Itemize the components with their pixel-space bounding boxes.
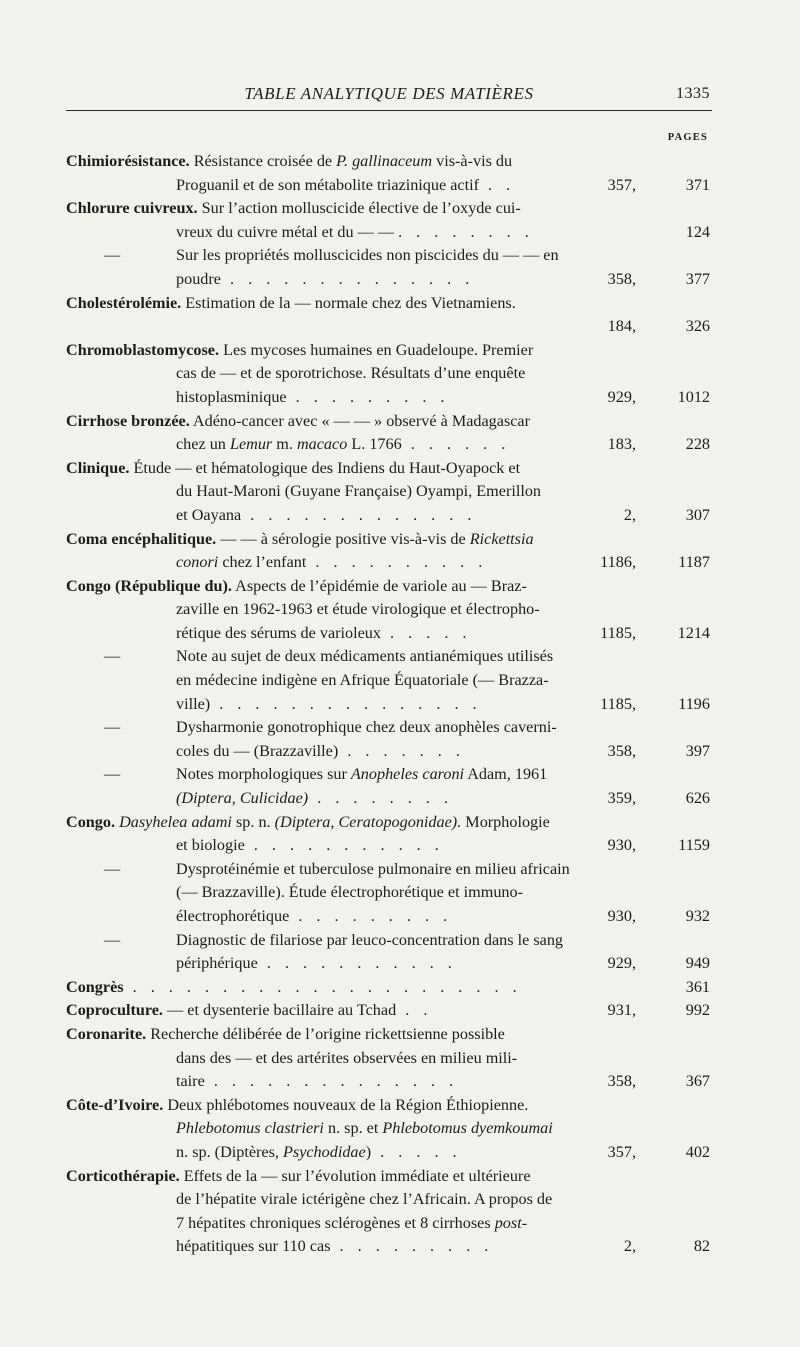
dot-leader: . . . . . . . bbox=[338, 741, 465, 760]
index-subentry-line bbox=[66, 929, 710, 953]
bulletin-number: 1185, bbox=[600, 623, 636, 642]
page-reference: 367 bbox=[685, 1072, 710, 1091]
entry-text-segment: Deux phlébotomes nouveaux de la Région Éthiopienne. bbox=[163, 1095, 529, 1114]
page-references bbox=[608, 315, 710, 339]
entry-text bbox=[66, 152, 512, 170]
page-references bbox=[600, 693, 710, 717]
dot-leader: . . . . . bbox=[371, 1142, 462, 1161]
entry-text-segment: Sur les propriétés molluscicides non piscicides du — — en bbox=[176, 246, 559, 265]
bulletin-number: 358, bbox=[607, 269, 636, 288]
index-entry-heading-line bbox=[66, 457, 710, 481]
index-subentry-line bbox=[66, 645, 710, 669]
page-reference: 371 bbox=[685, 175, 710, 194]
bulletin-number: 357, bbox=[607, 1142, 636, 1161]
entry-text bbox=[176, 1049, 517, 1067]
index-continuation-line bbox=[66, 504, 710, 528]
index-continuation-line bbox=[66, 1235, 710, 1259]
entry-text-segment: (— Brazzaville). Étude électrophorétique et immuno- bbox=[176, 883, 523, 902]
page-references bbox=[600, 551, 710, 575]
bulletin-number: 184, bbox=[607, 317, 636, 336]
entry-keyword: Coma encéphalitique. bbox=[66, 529, 217, 548]
index-entry-heading-line bbox=[66, 410, 710, 434]
entry-keyword: Congo. bbox=[66, 812, 116, 831]
entry-text-segment: Note au sujet de deux médicaments antianémiques utilisés bbox=[176, 647, 554, 666]
page-reference: 932 bbox=[685, 907, 710, 925]
dot-leader: . . . . . . . . . . . . . . . . . . . . . . bbox=[123, 977, 522, 996]
dot-leader: . . . . . . . . bbox=[308, 789, 453, 808]
entry-italic-text: Phlebotomus clastrieri bbox=[176, 1119, 324, 1138]
entry-text-segment: Aspects de l’épidémie de variole au — Braz- bbox=[231, 576, 527, 595]
page-reference: 992 bbox=[685, 1001, 710, 1020]
entry-text-segment: Dysprotéinémie et tuberculose pulmonaire en milieu africain bbox=[176, 859, 570, 878]
entry-text bbox=[176, 553, 487, 571]
entry-text bbox=[176, 883, 523, 901]
index-entries bbox=[66, 150, 710, 1259]
index-entry-heading-line bbox=[66, 1165, 710, 1189]
page-reference: 361 bbox=[685, 977, 710, 996]
index-entry-heading-line bbox=[66, 999, 710, 1023]
dot-leader: . . . . . . . . . . . bbox=[257, 954, 457, 973]
entry-text bbox=[66, 294, 516, 312]
entry-italic-text: Rickettsia bbox=[469, 529, 534, 548]
page-references bbox=[636, 221, 710, 245]
entry-italic-text: conori bbox=[176, 553, 219, 572]
entry-text-segment: de l’hépatite virale ictérigène chez l’Africain. A propos de bbox=[176, 1190, 553, 1209]
index-entry-heading-line bbox=[66, 197, 710, 221]
entry-keyword: Côte-d’Ivoire. bbox=[66, 1095, 164, 1114]
entry-text-segment: vis-à-vis du bbox=[432, 152, 513, 170]
entry-text-segment: ville) bbox=[176, 694, 211, 713]
entry-text-segment: en médecine indigène en Afrique Équatoriale (— Brazza- bbox=[176, 671, 549, 690]
dot-leader: . . . . . . . . bbox=[398, 222, 534, 241]
entry-text-segment: ) bbox=[365, 1142, 372, 1161]
entry-italic-text: P. gallinaceum bbox=[336, 152, 433, 170]
entry-text bbox=[176, 907, 452, 925]
index-continuation-line bbox=[66, 268, 710, 292]
entry-text-segment: m. bbox=[272, 435, 297, 454]
pages-column-label: PAGES bbox=[667, 132, 708, 143]
index-continuation-line bbox=[66, 1070, 710, 1094]
page-reference: 307 bbox=[685, 505, 710, 524]
page-references bbox=[608, 905, 710, 929]
bulletin-number: 930, bbox=[607, 907, 636, 925]
index-subentry-line bbox=[66, 244, 710, 268]
index-entry-heading-line bbox=[66, 292, 710, 316]
bulletin-number: 1186, bbox=[600, 553, 636, 572]
entry-italic-text: (Diptera, Ceratopogonidae). bbox=[274, 812, 462, 831]
entry-text bbox=[176, 624, 471, 642]
index-continuation-line bbox=[66, 834, 710, 858]
bulletin-number: 929, bbox=[607, 387, 636, 406]
dot-leader: . . . . . . . . . . . . . bbox=[241, 505, 477, 524]
entry-text-segment: du Haut-Maroni (Guyane Française) Oyampi, Emerillon bbox=[176, 482, 542, 501]
page-reference: 326 bbox=[685, 317, 710, 336]
index-continuation-line bbox=[66, 551, 710, 575]
page-references bbox=[608, 1141, 710, 1165]
entry-text bbox=[176, 270, 474, 288]
entry-text-segment: — et dysenterie bacillaire au Tchad bbox=[162, 1001, 397, 1020]
entry-text bbox=[176, 718, 557, 736]
subentry-dash: — bbox=[104, 718, 121, 737]
entry-text bbox=[176, 482, 541, 500]
entry-text bbox=[66, 813, 550, 831]
entry-text bbox=[176, 1143, 462, 1161]
page-reference: 402 bbox=[685, 1142, 710, 1161]
entry-text bbox=[176, 388, 449, 406]
index-continuation-line bbox=[66, 669, 710, 693]
index-continuation-line bbox=[66, 881, 710, 905]
page-references bbox=[608, 740, 710, 764]
entry-italic-text: (Diptera, Culicidae) bbox=[176, 789, 309, 808]
entry-text-segment: Dysharmonie gonotrophique chez deux anophèles caverni- bbox=[176, 718, 557, 737]
entry-text-segment: et Oayana bbox=[176, 505, 242, 524]
bulletin-number: 930, bbox=[607, 836, 636, 855]
entry-text bbox=[66, 530, 534, 548]
entry-keyword: Chromoblastomycose. bbox=[66, 340, 220, 359]
entry-text-segment: n. sp. et bbox=[323, 1119, 383, 1138]
entry-text-segment: 7 hépatites chroniques sclérogènes et 8 cirrhoses bbox=[176, 1213, 495, 1232]
entry-text bbox=[66, 459, 520, 477]
entry-text bbox=[66, 1167, 531, 1185]
index-continuation-line bbox=[66, 1047, 710, 1071]
index-continuation-line bbox=[66, 1212, 710, 1236]
index-continuation-line bbox=[66, 174, 710, 198]
entry-text bbox=[176, 1119, 553, 1137]
index-subentry-line bbox=[66, 763, 710, 787]
page-references bbox=[608, 433, 710, 457]
entry-text bbox=[176, 671, 549, 689]
entry-keyword: Corticothérapie. bbox=[66, 1166, 180, 1185]
subentry-dash: — bbox=[104, 859, 121, 878]
page-references bbox=[608, 386, 710, 410]
entry-text-segment: Recherche délibérée de l’origine rickettsienne possible bbox=[146, 1024, 505, 1043]
entry-text-segment: Morphologie bbox=[461, 812, 550, 831]
bulletin-number: 2, bbox=[623, 1237, 636, 1256]
entry-text bbox=[176, 860, 570, 878]
entry-text-segment: Adéno-cancer avec « — — » observé à Madagascar bbox=[189, 411, 531, 430]
entry-keyword: Coronarite. bbox=[66, 1024, 147, 1043]
entry-text-segment: hépatitiques sur 110 cas bbox=[176, 1237, 331, 1256]
entry-text-segment: cas de — et de sporotrichose. Résultats d’une enquête bbox=[176, 364, 526, 383]
header-title: TABLE ANALYTIQUE DES MATIÈRES bbox=[244, 84, 534, 103]
page-number: 1335 bbox=[676, 85, 710, 102]
page-references bbox=[608, 268, 710, 292]
dot-leader: . . . . . . . . . . . . . . bbox=[220, 269, 475, 288]
page-reference: 124 bbox=[685, 222, 710, 241]
index-continuation-line bbox=[66, 693, 710, 717]
bulletin-number: 931, bbox=[607, 1001, 636, 1020]
entry-italic-text: Anopheles caroni bbox=[350, 765, 465, 784]
entry-text-segment: Étude — et hématologique des Indiens du Haut-Oyapock et bbox=[129, 458, 521, 477]
entry-text bbox=[176, 789, 453, 807]
entry-text-segment: sp. n. bbox=[231, 812, 275, 831]
entry-text bbox=[176, 647, 553, 665]
page-reference: 1214 bbox=[677, 623, 710, 642]
index-entry-heading-line bbox=[66, 1023, 710, 1047]
index-entry-heading-line bbox=[66, 575, 710, 599]
page-references bbox=[608, 174, 710, 198]
entry-text bbox=[66, 577, 527, 595]
entry-text-segment: et biologie bbox=[176, 836, 245, 855]
entry-italic-text: macaco bbox=[296, 435, 348, 454]
entry-text-segment: vreux du cuivre métal et du — — bbox=[176, 222, 399, 241]
index-continuation-line bbox=[66, 315, 710, 339]
entry-text-segment: zaville en 1962-1963 et étude virologique et électropho- bbox=[176, 600, 540, 619]
dot-leader: . . bbox=[396, 1001, 433, 1020]
entry-text-segment: n. sp. (Diptères, bbox=[176, 1142, 283, 1161]
entry-text-segment: poudre bbox=[176, 269, 221, 288]
entry-text bbox=[66, 1001, 432, 1019]
page-reference: 377 bbox=[685, 269, 710, 288]
entry-keyword: Chimiorésistance. bbox=[66, 152, 190, 170]
page-references bbox=[624, 504, 710, 528]
entry-text bbox=[176, 435, 510, 453]
page-reference: 626 bbox=[685, 789, 710, 808]
page-references bbox=[624, 1235, 710, 1259]
bulletin-number: 2, bbox=[623, 505, 636, 524]
subentry-dash: — bbox=[104, 930, 121, 949]
entry-text bbox=[176, 954, 457, 972]
index-continuation-line bbox=[66, 386, 710, 410]
dot-leader: . . . . . . . . . . . . . . bbox=[204, 1072, 459, 1091]
page-references bbox=[608, 952, 710, 976]
page-reference: 949 bbox=[685, 954, 710, 973]
entry-text-segment: électrophorétique bbox=[176, 907, 290, 925]
index-entry-heading-line bbox=[66, 811, 710, 835]
bulletin-number: 929, bbox=[607, 954, 636, 973]
entry-text-segment: Adam, 1961 bbox=[464, 765, 548, 784]
page-reference: 82 bbox=[693, 1237, 710, 1256]
bulletin-number: 357, bbox=[607, 175, 636, 194]
page-references bbox=[608, 834, 710, 858]
index-continuation-line bbox=[66, 905, 710, 929]
entry-keyword: Cholestérolémie. bbox=[66, 293, 182, 312]
index-subentry-line bbox=[66, 858, 710, 882]
entry-italic-text: Phlebotomus dyemkoumai bbox=[382, 1119, 553, 1138]
dot-leader: . . bbox=[478, 175, 516, 194]
entry-keyword: Chlorure cuivreux. bbox=[66, 199, 198, 218]
bulletin-number: 359, bbox=[607, 789, 636, 808]
subentry-dash: — bbox=[104, 647, 121, 666]
index-continuation-line bbox=[66, 480, 710, 504]
entry-text bbox=[66, 978, 522, 996]
running-header bbox=[66, 82, 712, 111]
index-continuation-line bbox=[66, 952, 710, 976]
entry-text bbox=[176, 176, 515, 194]
bulletin-number: 358, bbox=[607, 1072, 636, 1091]
page-references bbox=[608, 999, 710, 1023]
bulletin-number: 183, bbox=[607, 435, 636, 454]
entry-text bbox=[176, 1072, 458, 1090]
bulletin-number: 1185, bbox=[600, 694, 636, 713]
entry-text-segment: chez un bbox=[176, 435, 230, 454]
entry-text bbox=[176, 223, 534, 241]
page-references bbox=[608, 787, 710, 811]
index-continuation-line bbox=[66, 433, 710, 457]
bulletin-number: 358, bbox=[607, 741, 636, 760]
page-reference: 397 bbox=[685, 741, 710, 760]
page-reference: 228 bbox=[685, 435, 710, 454]
entry-text-segment: — — à sérologie positive vis-à-vis de bbox=[216, 529, 470, 548]
dot-leader: . . . . . bbox=[380, 623, 472, 642]
index-continuation-line bbox=[66, 221, 710, 245]
entry-keyword: Congo (République du). bbox=[66, 576, 232, 595]
entry-text bbox=[176, 931, 563, 949]
entry-text bbox=[176, 765, 547, 783]
entry-text bbox=[66, 1025, 505, 1043]
entry-text-segment: L. 1766 bbox=[347, 435, 402, 454]
subentry-dash: — bbox=[104, 765, 121, 784]
entry-text bbox=[176, 1190, 552, 1208]
entry-italic-text: Lemur bbox=[229, 435, 273, 454]
entry-text-segment: dans des — et des artérites observées en milieu mili- bbox=[176, 1048, 518, 1067]
entry-text bbox=[176, 364, 525, 382]
entry-text-segment: Résistance croisée de bbox=[189, 152, 337, 170]
entry-italic-text: post- bbox=[494, 1213, 528, 1232]
entry-text-segment: chez l’enfant bbox=[218, 553, 307, 572]
entry-text bbox=[176, 600, 540, 618]
entry-text bbox=[176, 836, 444, 854]
page-references bbox=[600, 622, 710, 646]
index-entry-heading-line bbox=[66, 528, 710, 552]
index-continuation-line bbox=[66, 1188, 710, 1212]
page-references bbox=[608, 1070, 710, 1094]
entry-keyword: Coproculture. bbox=[66, 1001, 163, 1020]
entry-keyword: Clinique. bbox=[66, 458, 130, 477]
index-continuation-line bbox=[66, 1141, 710, 1165]
entry-text bbox=[176, 742, 465, 760]
entry-text-segment: Proguanil et de son métabolite triazinique actif bbox=[176, 175, 479, 194]
index-continuation-line bbox=[66, 622, 710, 646]
dot-leader: . . . . . . bbox=[401, 435, 511, 454]
entry-text bbox=[176, 1237, 493, 1255]
entry-text bbox=[176, 246, 559, 264]
dot-leader: . . . . . . . . . . bbox=[306, 553, 488, 572]
dot-leader: . . . . . . . . . bbox=[286, 387, 450, 406]
entry-text bbox=[66, 341, 533, 359]
index-entry-heading-line bbox=[66, 339, 710, 363]
entry-text-segment: rétique des sérums de varioleux bbox=[176, 623, 381, 642]
index-subentry-line bbox=[66, 716, 710, 740]
dot-leader: . . . . . . . . . bbox=[289, 907, 453, 925]
index-continuation-line bbox=[66, 362, 710, 386]
page-reference: 1187 bbox=[678, 553, 710, 572]
index-continuation-line bbox=[66, 787, 710, 811]
dot-leader: . . . . . . . . . . . . . . . bbox=[210, 694, 482, 713]
entry-text-segment: taire bbox=[176, 1072, 205, 1091]
entry-text bbox=[66, 199, 521, 217]
entry-text-segment: Les mycoses humaines en Guadeloupe. Premier bbox=[219, 340, 534, 359]
entry-text bbox=[66, 412, 530, 430]
entry-keyword: Cirrhose bronzée. bbox=[66, 411, 190, 430]
entry-text-segment: Estimation de la — normale chez des Vietnamiens. bbox=[181, 293, 516, 312]
index-continuation-line bbox=[66, 740, 710, 764]
entry-text bbox=[66, 1096, 528, 1114]
subentry-dash: — bbox=[104, 246, 121, 265]
entry-text-segment: Diagnostic de filariose par leuco-concentration dans le sang bbox=[176, 930, 564, 949]
index-continuation-line bbox=[66, 598, 710, 622]
entry-text bbox=[176, 695, 482, 713]
dot-leader: . . . . . . . . . bbox=[330, 1237, 494, 1256]
page-reference: 1012 bbox=[677, 387, 710, 406]
page-reference: 1196 bbox=[678, 694, 710, 713]
index-entry-heading-line bbox=[66, 976, 710, 1000]
entry-keyword: Congrès bbox=[66, 977, 124, 996]
index-continuation-line bbox=[66, 1117, 710, 1141]
entry-text bbox=[176, 506, 476, 524]
entry-text-segment: coles du — (Brazzaville) bbox=[176, 741, 339, 760]
dot-leader: . . . . . . . . . . . bbox=[244, 836, 444, 855]
entry-text-segment: histoplasminique bbox=[176, 387, 287, 406]
entry-text bbox=[176, 1214, 527, 1232]
index-entry-heading-line bbox=[66, 1094, 710, 1118]
entry-text-segment: Sur l’action molluscicide élective de l’oxyde cui- bbox=[197, 199, 521, 218]
page-references bbox=[636, 976, 710, 1000]
entry-italic-text: Psychodidae bbox=[283, 1142, 366, 1161]
entry-text-segment: périphérique bbox=[176, 954, 258, 973]
page-reference: 1159 bbox=[678, 836, 710, 855]
entry-text-segment: Notes morphologiques sur bbox=[176, 765, 351, 784]
entry-italic-text: Dasyhelea adami bbox=[119, 812, 232, 831]
entry-text-segment: Effets de la — sur l’évolution immédiate et ultérieure bbox=[179, 1166, 531, 1185]
index-entry-heading-line bbox=[66, 150, 710, 174]
